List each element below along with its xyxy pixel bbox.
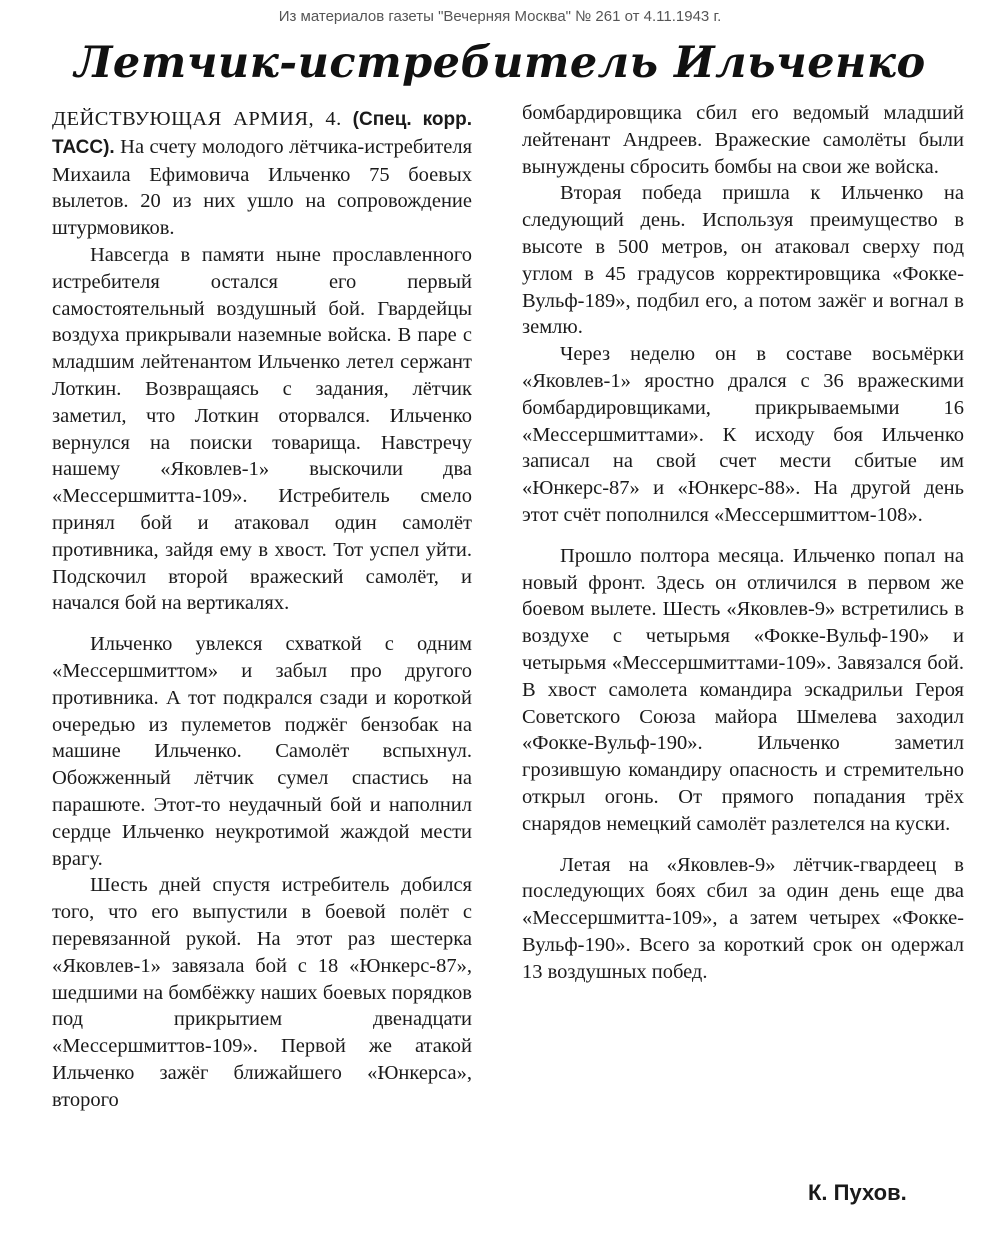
article-headline: Летчик-истребитель Ильченко	[74, 38, 926, 88]
paragraph-continuation: бомбардировщика сбил его ведомый младший лейтенант Андреев. Вражеские самолёты были вынуждены сбросить бомбы на свои же войска.	[522, 102, 964, 178]
paragraph-new-front: Прошло полтора месяца. Ильченко попал на новый фронт. Здесь он отличился в первом же боевом вылете. Шесть «Яковлев-9» встретились в воздухе с четырьмя «Фокке-Вульф-190» и четырьмя «Мессершмиттами-109». Завязался бой. В хвост самолета командира эскадрильи Героя Советского Союза майора Шмелева заходил «Фокке-Вульф-190». Ильченко заметил грозившую командиру опасность и стремительно открыл огонь. От прямого попадания трёх снарядов немецкий самолёт разлетелся на куски.	[522, 544, 964, 835]
dateline: ДЕЙСТВУЮЩАЯ АРМИЯ, 4.	[52, 108, 342, 130]
lead-paragraph	[52, 106, 472, 242]
left-column	[52, 106, 472, 1113]
paragraph-shot-down: Ильченко увлекся схваткой с одним «Мессершмиттом» и забыл про другого противника. А тот подкрался сзади и короткой очередью из пулеметов поджёг бензобак на машине Ильченко. Самолёт вспыхнул. Обожженный лётчик сумел спастись на парашюте. Этот-то неудачный бой и наполнил сердце Ильченко неукротимой жаждой мести врагу.	[52, 633, 472, 870]
paragraph-first-battle: Навсегда в памяти ныне прославленного истребителя остался его первый самостоятельный воздушный бой. Гвардейцы воздуха прикрывали наземные войска. В паре с младшим лейтенантом Ильченко летел сержант Лоткин. Возвращаясь с задания, лётчик заметил, что Лоткин оторвался. Ильченко вернулся на поиски товарища. Навстречу нашему «Яковлев-1» выскочили два «Мессершмитта-109». Истребитель смело принял бой и атаковал один самолёт противника, зайдя ему в хвост. Тот успел уйти. Подскочил второй вражеский самолёт, и начался бой на вертикалях.	[52, 243, 472, 615]
lead-paragraph-text: На счету молодого лётчика-истребителя Михаила Ефимовича Ильченко 75 боевых вылетов. 20 из них ушло на сопровождение штурмовиков.	[52, 135, 472, 240]
paragraph-second-victory: Вторая победа пришла к Ильченко на следующий день. Используя преимущество в высоте в 500 метров, он атаковал сверху под углом в 45 градусов корректировщика «Фокке-Вульф-189», подбил его, а потом зажёг и вогнал в землю.	[522, 182, 964, 339]
paragraph-eight-planes: Через неделю он в составе восьмёрки «Яковлев-1» яростно дрался с 36 вражескими бомбардировщиками, прикрываемыми 16 «Мессершмиттами». К исходу боя Ильченко записал на свой счет мести сбитые им «Юнкерс-87» и «Юнкерс-88». На другой день этот счёт пополнился «Мессершмиттом-108».	[522, 343, 964, 526]
right-column	[522, 100, 964, 986]
paragraph-return-to-flight: Шесть дней спустя истребитель добился того, что его выпустили в боевой полёт с перевязанной рукой. На этот раз шестерка «Яковлев-1» завязала бой с 18 «Юнкерс-87», шедшими на бомбёжку наших боевых порядков под прикрытием двенадцати «Мессершмиттов-109». Первой же атакой Ильченко зажёг ближайшего «Юнкерса», второго	[52, 874, 472, 1111]
paragraph-total-victories: Летая на «Яковлев-9» лётчик-гвардеец в последующих боях сбил за один день еще два «Мессершмитта-109», а затем четырех «Фокке-Вульф-190». Всего за короткий срок он одержал 13 воздушных побед.	[522, 853, 964, 983]
author-signature: К. Пухов.	[808, 1180, 907, 1205]
source-note: Из материалов газеты "Вечерняя Москва" № 261 от 4.11.1943 г.	[278, 8, 722, 25]
agency-credit: (Спец. корр. ТАСС).	[52, 109, 473, 158]
